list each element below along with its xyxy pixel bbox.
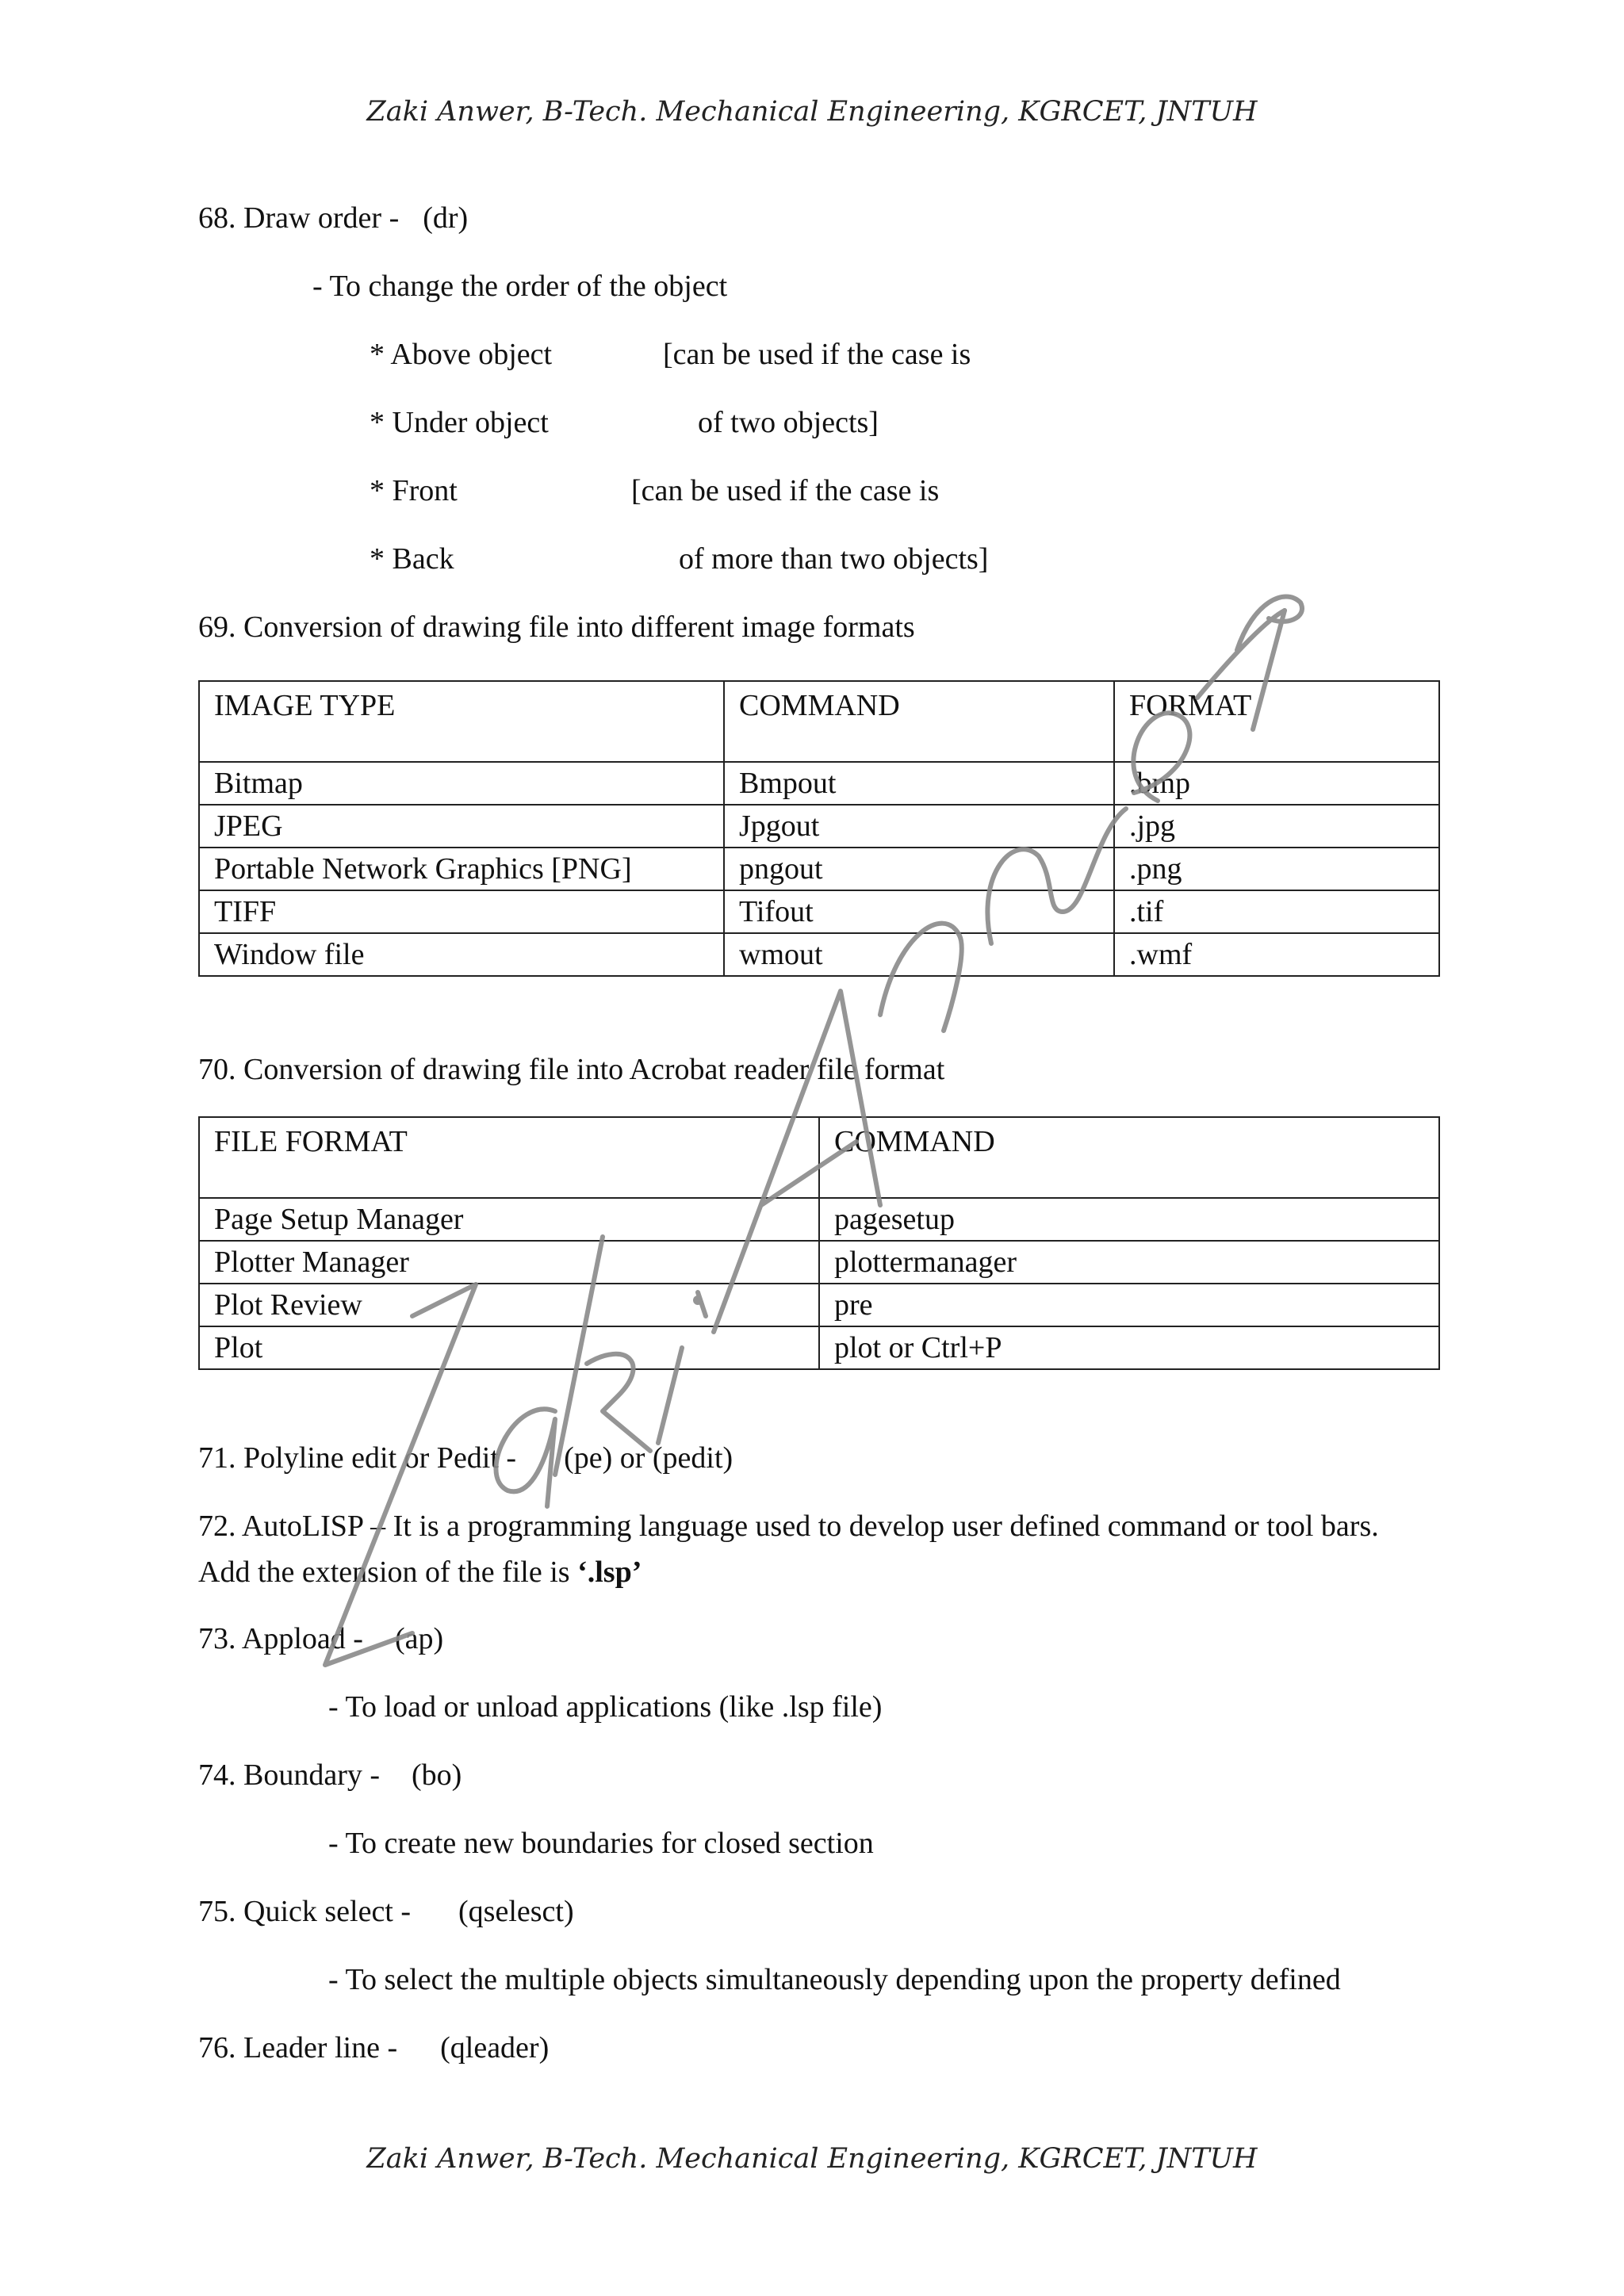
column-header: COMMAND — [819, 1117, 1439, 1198]
item-73-description: - To load or unload applications (like .lsp file) — [328, 1690, 883, 1724]
column-header: COMMAND — [724, 681, 1114, 762]
table-cell: Plot — [199, 1326, 819, 1369]
table-cell: Plotter Manager — [199, 1241, 819, 1284]
item-73-title: 73. Appload - — [198, 1622, 363, 1655]
table-row — [199, 848, 1439, 890]
table-cell: .tif — [1114, 890, 1439, 933]
table-header-row — [199, 1117, 1439, 1198]
table-cell: Bitmap — [199, 762, 724, 805]
item-75-command: (qselesct) — [458, 1895, 574, 1928]
table-cell: wmout — [724, 933, 1114, 976]
table-cell: Page Setup Manager — [199, 1198, 819, 1241]
draw-order-option: * Back — [370, 542, 454, 576]
item-72-text: 72. AutoLISP – It is a programming language used to develop user defined command or tool bars. Add the extension of the file is — [198, 1510, 1379, 1589]
item-75-title: 75. Quick select - — [198, 1895, 412, 1928]
table-row — [199, 805, 1439, 848]
item-71-line — [198, 1440, 733, 1476]
item-68-command: (dr) — [423, 201, 469, 235]
item-69-title: 69. Conversion of drawing file into different image formats — [198, 610, 915, 644]
table-header-row — [199, 681, 1439, 762]
item-76-command: (qleader) — [440, 2031, 550, 2064]
draw-order-option: * Front — [370, 474, 458, 507]
table-cell: pngout — [724, 848, 1114, 890]
table-row — [199, 933, 1439, 976]
item-74-command: (bo) — [412, 1758, 462, 1792]
draw-order-note: [can be used if the case is — [663, 338, 971, 371]
table-row — [199, 1284, 1439, 1326]
item-74-title: 74. Boundary - — [198, 1758, 381, 1792]
table-cell: Jpgout — [724, 805, 1114, 848]
item-68-description: - To change the order of the object — [312, 270, 728, 303]
page-header: Zaki Anwer, B-Tech. Mechanical Engineering, KGRCET, JNTUH — [366, 96, 1258, 128]
draw-order-option: * Above object — [370, 338, 553, 371]
item-71-command: (pe) or (pedit) — [564, 1441, 733, 1475]
item-68-title: 68. Draw order - — [198, 201, 400, 235]
item-73-command: (ap) — [394, 1622, 444, 1655]
table-cell: pagesetup — [819, 1198, 1439, 1241]
item-73-line — [198, 1621, 443, 1657]
draw-order-note: [can be used if the case is — [631, 474, 940, 507]
table-cell: Plot Review — [199, 1284, 819, 1326]
item-74-description: - To create new boundaries for closed section — [328, 1827, 874, 1860]
table-cell: pre — [819, 1284, 1439, 1326]
table-cell: JPEG — [199, 805, 724, 848]
table-cell: Bmpout — [724, 762, 1114, 805]
column-header: FORMAT — [1114, 681, 1439, 762]
item-75-line — [198, 1893, 574, 1930]
page-footer: Zaki Anwer, B-Tech. Mechanical Engineering, KGRCET, JNTUH — [366, 2143, 1258, 2175]
table-row — [199, 890, 1439, 933]
table-row — [199, 1198, 1439, 1241]
table-cell: TIFF — [199, 890, 724, 933]
table-cell: Tifout — [724, 890, 1114, 933]
table-cell: plottermanager — [819, 1241, 1439, 1284]
table-row — [199, 1326, 1439, 1369]
table-row — [199, 1241, 1439, 1284]
draw-order-option: * Under object — [370, 406, 549, 439]
table-cell: Window file — [199, 933, 724, 976]
draw-order-note: of two objects] — [698, 406, 879, 439]
table-cell: plot or Ctrl+P — [819, 1326, 1439, 1369]
item-71-title: 71. Polyline edit or Pedit - — [198, 1441, 517, 1475]
item-76-line — [198, 2030, 549, 2066]
item-72-paragraph — [198, 1503, 1435, 1595]
table-cell: .bmp — [1114, 762, 1439, 805]
table-cell: .jpg — [1114, 805, 1439, 848]
item-70-title: 70. Conversion of drawing file into Acrobat reader file format — [198, 1053, 945, 1086]
table-cell: Portable Network Graphics [PNG] — [199, 848, 724, 890]
table-cell: .wmf — [1114, 933, 1439, 976]
column-header: FILE FORMAT — [199, 1117, 819, 1198]
image-formats-table — [198, 680, 1440, 977]
item-72-extension: ‘.lsp’ — [577, 1556, 642, 1589]
item-75-description: - To select the multiple objects simultaneously depending upon the property defined — [328, 1963, 1341, 1996]
item-68-line — [198, 200, 468, 236]
table-cell: .png — [1114, 848, 1439, 890]
acrobat-format-table — [198, 1116, 1440, 1370]
item-76-title: 76. Leader line - — [198, 2031, 398, 2064]
column-header: IMAGE TYPE — [199, 681, 724, 762]
table-row — [199, 762, 1439, 805]
item-74-line — [198, 1757, 462, 1793]
draw-order-note: of more than two objects] — [679, 542, 989, 576]
